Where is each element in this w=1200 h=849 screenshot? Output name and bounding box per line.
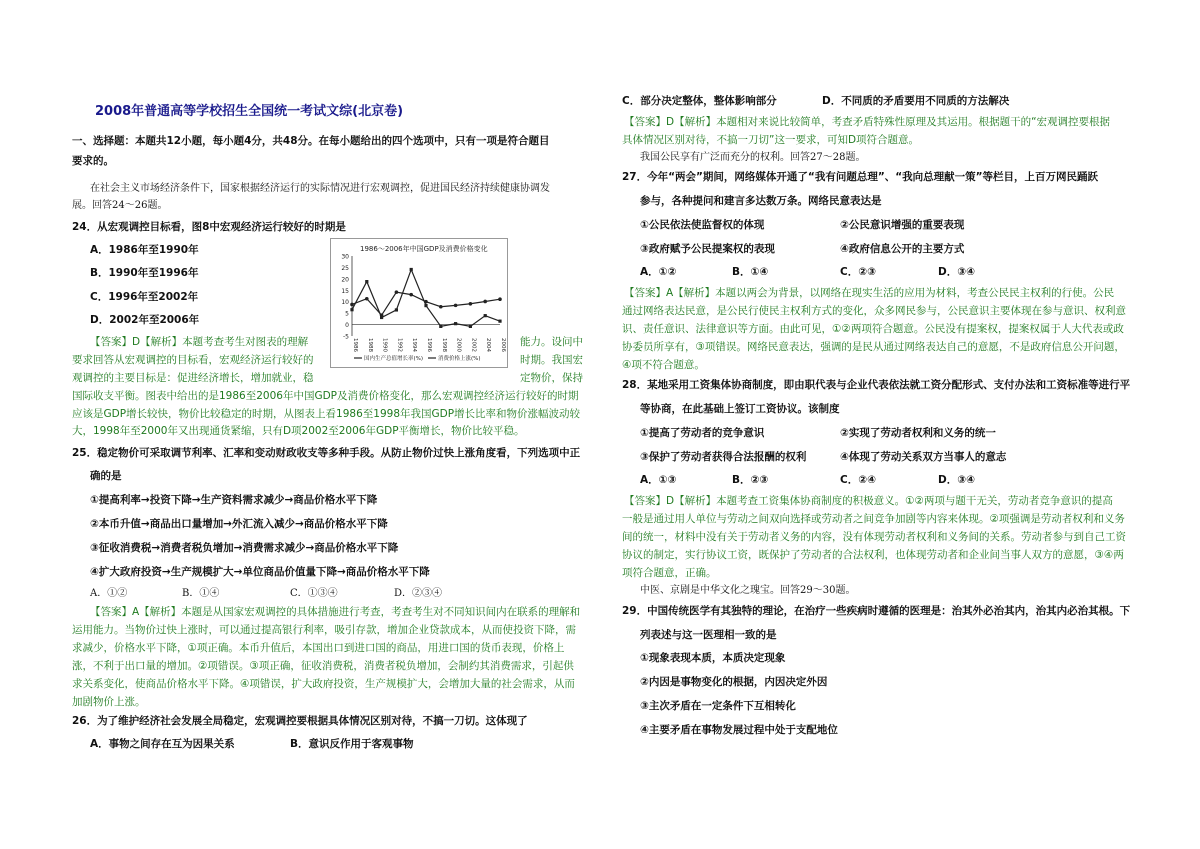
answer-text: 涨，不利于出口量的增加。②项错误。③项正确，征收消费税，消费者税负增加，会制约其消费需求，引起供	[72, 660, 574, 672]
x-tick-label: 2006	[500, 338, 506, 352]
section-header: 一、选择题：本题共12小题，每小题4分，共48分。在每小题给出的四个选项中，只有一项是符合题目	[72, 135, 550, 147]
data-point	[469, 325, 472, 328]
x-tick-label: 1988	[366, 338, 373, 352]
data-point	[498, 320, 501, 323]
page-title: 2008年普通高等学校招生全国统一考试文综(北京卷)	[95, 104, 404, 119]
statement: ③主次矛盾在一定条件下互相转化	[640, 700, 796, 712]
x-tick-label: 1992	[396, 338, 403, 352]
answer-text: 协委员所享有，③项错误。网络民意表达，强调的是民从通过网络表达自己的意愿，不是政府信息公开问题，	[622, 341, 1125, 353]
y-tick-label: 30	[341, 253, 349, 261]
answer-text: 大，1998年至2000年又出现通货紧缩，只有D项2002至2006年GDP平衡增长，物价比较平稳。	[72, 425, 525, 437]
answer-text: 【答案】D【解析】本题考查考生对图表的理解	[90, 336, 309, 348]
y-tick-label: 5	[345, 310, 349, 318]
answer-text: 运用能力。当物价过快上涨时，可以通过提高银行利率，吸引存款，增加企业贷款成本，从而使投资下降，需	[72, 624, 576, 636]
question-25: 确的是	[90, 470, 122, 482]
question-25: 25．稳定物价可采取调节利率、汇率和变动财政收支等多种手段。从防止物价过快上涨角度看，下列选项中正	[72, 447, 581, 459]
statement: ①提高了劳动者的竞争意识	[640, 427, 765, 439]
option: D．②③④	[394, 588, 443, 599]
statement: ①现象表现本质，本质决定现象	[640, 652, 786, 664]
answer-text: 【答案】D【解析】本题相对来说比较简单，考查矛盾特殊性原理及其运用。根据题干的“宏观调控要根据	[624, 116, 1111, 128]
option: C．②③	[840, 266, 876, 278]
y-tick-label: -5	[343, 333, 349, 341]
data-point	[409, 293, 413, 297]
option: D．③④	[938, 266, 975, 278]
statement: ①公民依法使监督权的体现	[640, 219, 765, 231]
statement: ②公民意识增强的重要表现	[840, 219, 965, 231]
option: B．意识反作用于客观事物	[290, 738, 414, 750]
x-tick-label: 2000	[455, 338, 462, 352]
option: A．①③	[640, 474, 677, 486]
data-point	[410, 268, 413, 271]
gdp-cpi-chart	[330, 238, 508, 368]
intro-text: 在社会主义市场经济条件下，国家根据经济运行的实际情况进行宏观调控，促进国民经济持续健康协调发	[90, 183, 550, 194]
answer-text: 项符合题意，正确。	[622, 567, 717, 579]
y-tick-label: 15	[341, 287, 349, 295]
chart-title: 1986～2006年中国GDP及消费价格变化	[360, 245, 488, 253]
answer-text: 【答案】D【解析】本题考查工资集体协商制度的积极意义。①②两项与题干无关，劳动者竞争意识的提高	[624, 495, 1113, 507]
answer-text: 时期。我国宏	[520, 354, 583, 366]
data-point	[395, 308, 398, 311]
statement: ④扩大政府投资→生产规模扩大→单位商品价值量下降→商品价格水平下降	[90, 566, 430, 578]
statement: ③征收消费税→消费者税负增加→消费需求减少→商品价格水平下降	[90, 542, 399, 554]
statement: ④体现了劳动关系双方当事人的意志	[840, 451, 1007, 463]
answer-text: 识、责任意识、法律意识等方面。由此可见，①②两项符合题意。公民没有提案权，提案权属于人大代表或政	[622, 323, 1124, 335]
question-26: 26．为了维护经济社会发展全局稳定，宏观调控要根据具体情况区别对待，不搞一刀切。这体现了	[72, 715, 528, 727]
option: C．部分决定整体，整体影响部分	[622, 95, 777, 107]
data-point	[350, 303, 354, 307]
section-header: 要求的。	[72, 155, 114, 167]
intro-text: 中医、京剧是中华文化之瑰宝。回答29～30题。	[640, 585, 856, 596]
option: B．①④	[732, 266, 769, 278]
option: D．不同质的矛盾要用不同质的方法解决	[822, 95, 1010, 107]
answer-text: 协议的制定，实行协议工资，既保护了劳动者的合法权利，也体现劳动者和企业间当事人双方的意愿，③④两	[622, 549, 1124, 561]
y-tick-label: 20	[341, 276, 349, 284]
answer-text: 具体情况区别对待，不搞一刀切”这一要求，可知D项符合题意。	[622, 134, 920, 146]
y-tick-label: 25	[341, 264, 349, 272]
option: B．①④	[182, 588, 220, 599]
data-point	[365, 280, 368, 283]
option: C．1996年至2002年	[90, 291, 199, 303]
y-tick-label: 0	[345, 322, 349, 330]
answer-text: 【答案】A【解析】本题是从国家宏观调控的具体措施进行考查，考查考生对不同知识间内在联系的理解和	[90, 606, 581, 618]
question-29: 29．中国传统医学有其独特的理论，在治疗一些疾病时遵循的医理是：治其外必治其内，治其内必治其根。下	[622, 605, 1131, 617]
data-point	[424, 304, 427, 307]
answer-text: ④项不符合题意。	[622, 359, 705, 371]
chart-legend	[354, 354, 481, 362]
option: C．②④	[840, 474, 876, 486]
question-28: 等协商，在此基础上签订工资协议。该制度	[640, 403, 840, 415]
statement: ②内因是事物变化的根据，内因决定外因	[640, 676, 828, 688]
answer-text: 要求回答从宏观调控的目标看，宏观经济运行较好的	[72, 354, 314, 366]
data-point	[498, 297, 502, 301]
statement: ④政府信息公开的主要方式	[840, 243, 965, 255]
x-tick-label: 2002	[470, 338, 477, 352]
option: A．事物之间存在互为因果关系	[90, 738, 235, 750]
answer-text: 求减少，价格水平下降，①项正确。本币升值后，本国出口到进口国的商品，用进口国的货币表现，价格上	[72, 642, 565, 654]
y-tick-label: 10	[341, 299, 349, 307]
question-27: 27．今年“两会”期间，网络媒体开通了“我有问题总理”、“我向总理献一策”等栏目，上百万网民踊跃	[622, 171, 1099, 183]
statement: ①提高利率→投资下降→生产资料需求减少→商品价格水平下降	[90, 494, 378, 506]
answer-text: 一般是通过用人单位与劳动之间双向选择或劳动者之间竞争加剧等内容来体现。②项强调是劳动者权利和义务	[622, 513, 1125, 525]
question-24: 24．从宏观调控目标看，图8中宏观经济运行较好的时期是	[72, 221, 346, 233]
question-27: 参与，各种提问和建言多达数万条。网络民意表达是	[640, 195, 882, 207]
data-point	[469, 302, 473, 306]
statement: ④主要矛盾在事物发展过程中处于支配地位	[640, 724, 838, 736]
x-tick-label: 1994	[411, 338, 418, 352]
option: D．③④	[938, 474, 975, 486]
intro-text: 我国公民享有广泛而充分的权利。回答27～28题。	[640, 152, 866, 163]
data-point	[484, 314, 487, 317]
statement: ②实现了劳动者权利和义务的统一	[840, 427, 996, 439]
data-point	[439, 325, 442, 328]
option: C．①③④	[290, 588, 338, 599]
answer-text: 国际收支平衡。图表中给出的是1986至2006年中国GDP及消费价格变化，那么宏观调控经济运行较好的时期	[72, 390, 579, 402]
x-tick-label: 1998	[440, 338, 447, 352]
x-tick-label: 1986	[352, 338, 358, 352]
answer-text: 【答案】A【解析】本题以两会为背景，以网络在现实生活的应用为材料，考查公民民主权利的行使。公民	[624, 287, 1115, 299]
legend-label: 国内生产总值增长率(%)	[364, 356, 424, 362]
answer-text: 通过网络表达民意，是公民行使民主权利方式的变化，众多网民参与，公民意识主要体现在参与意识、权利意	[622, 305, 1126, 317]
option: D．2002年至2006年	[90, 314, 200, 326]
option: A．①②	[640, 266, 677, 278]
answer-text: 观调控的主要目标是：促进经济增长，增加就业，稳	[72, 372, 314, 384]
option: B．1990年至1996年	[90, 267, 199, 279]
answer-text: 加剧物价上涨。	[72, 696, 146, 708]
data-point	[454, 322, 457, 325]
data-point	[350, 308, 353, 311]
option: A．1986年至1990年	[90, 244, 199, 256]
intro-text: 展。回答24～26题。	[72, 200, 168, 211]
data-point	[439, 305, 443, 309]
x-tick-label: 1990	[381, 338, 388, 352]
question-28: 28．某地采用工资集体协商制度，即由职代表与企业代表依法就工资分配形式、支付办法和工资标准等进行平	[622, 379, 1131, 391]
data-point	[380, 316, 383, 319]
answer-text: 间的统一，材料中没有关于劳动者义务的内容，没有体现劳动者权利和义务间的关系。劳动者参与到自己工资	[622, 531, 1126, 543]
x-tick-label: 2004	[485, 338, 492, 352]
answer-text: 能力。设问中	[520, 336, 583, 348]
data-point	[365, 297, 369, 301]
data-point	[483, 300, 487, 304]
statement: ③保护了劳动者获得合法报酬的权利	[640, 451, 807, 463]
option: B．②③	[732, 474, 769, 486]
question-29: 列表述与这一医理相一致的是	[640, 629, 777, 641]
statement: ③政府赋予公民提案权的表现	[640, 243, 775, 255]
answer-text: 求关系变化，使商品价格水平下降。④项错误，扩大政府投资，生产规模扩大，会增加大量的社会需求，从而	[72, 678, 575, 690]
answer-text: 定物价，保持	[520, 372, 583, 384]
statement: ②本币升值→商品出口量增加→外汇流入减少→商品价格水平下降	[90, 518, 388, 530]
answer-text: 应该是GDP增长较快，物价比较稳定的时期，从图表上看1986至1998年我国GDP增长比率和物价涨幅波动较	[72, 408, 581, 420]
data-point	[454, 304, 458, 308]
option: A．①②	[90, 588, 128, 599]
data-point	[395, 290, 399, 294]
x-tick-label: 1996	[426, 338, 432, 352]
legend-label: 消费价格上涨(%)	[438, 356, 481, 362]
